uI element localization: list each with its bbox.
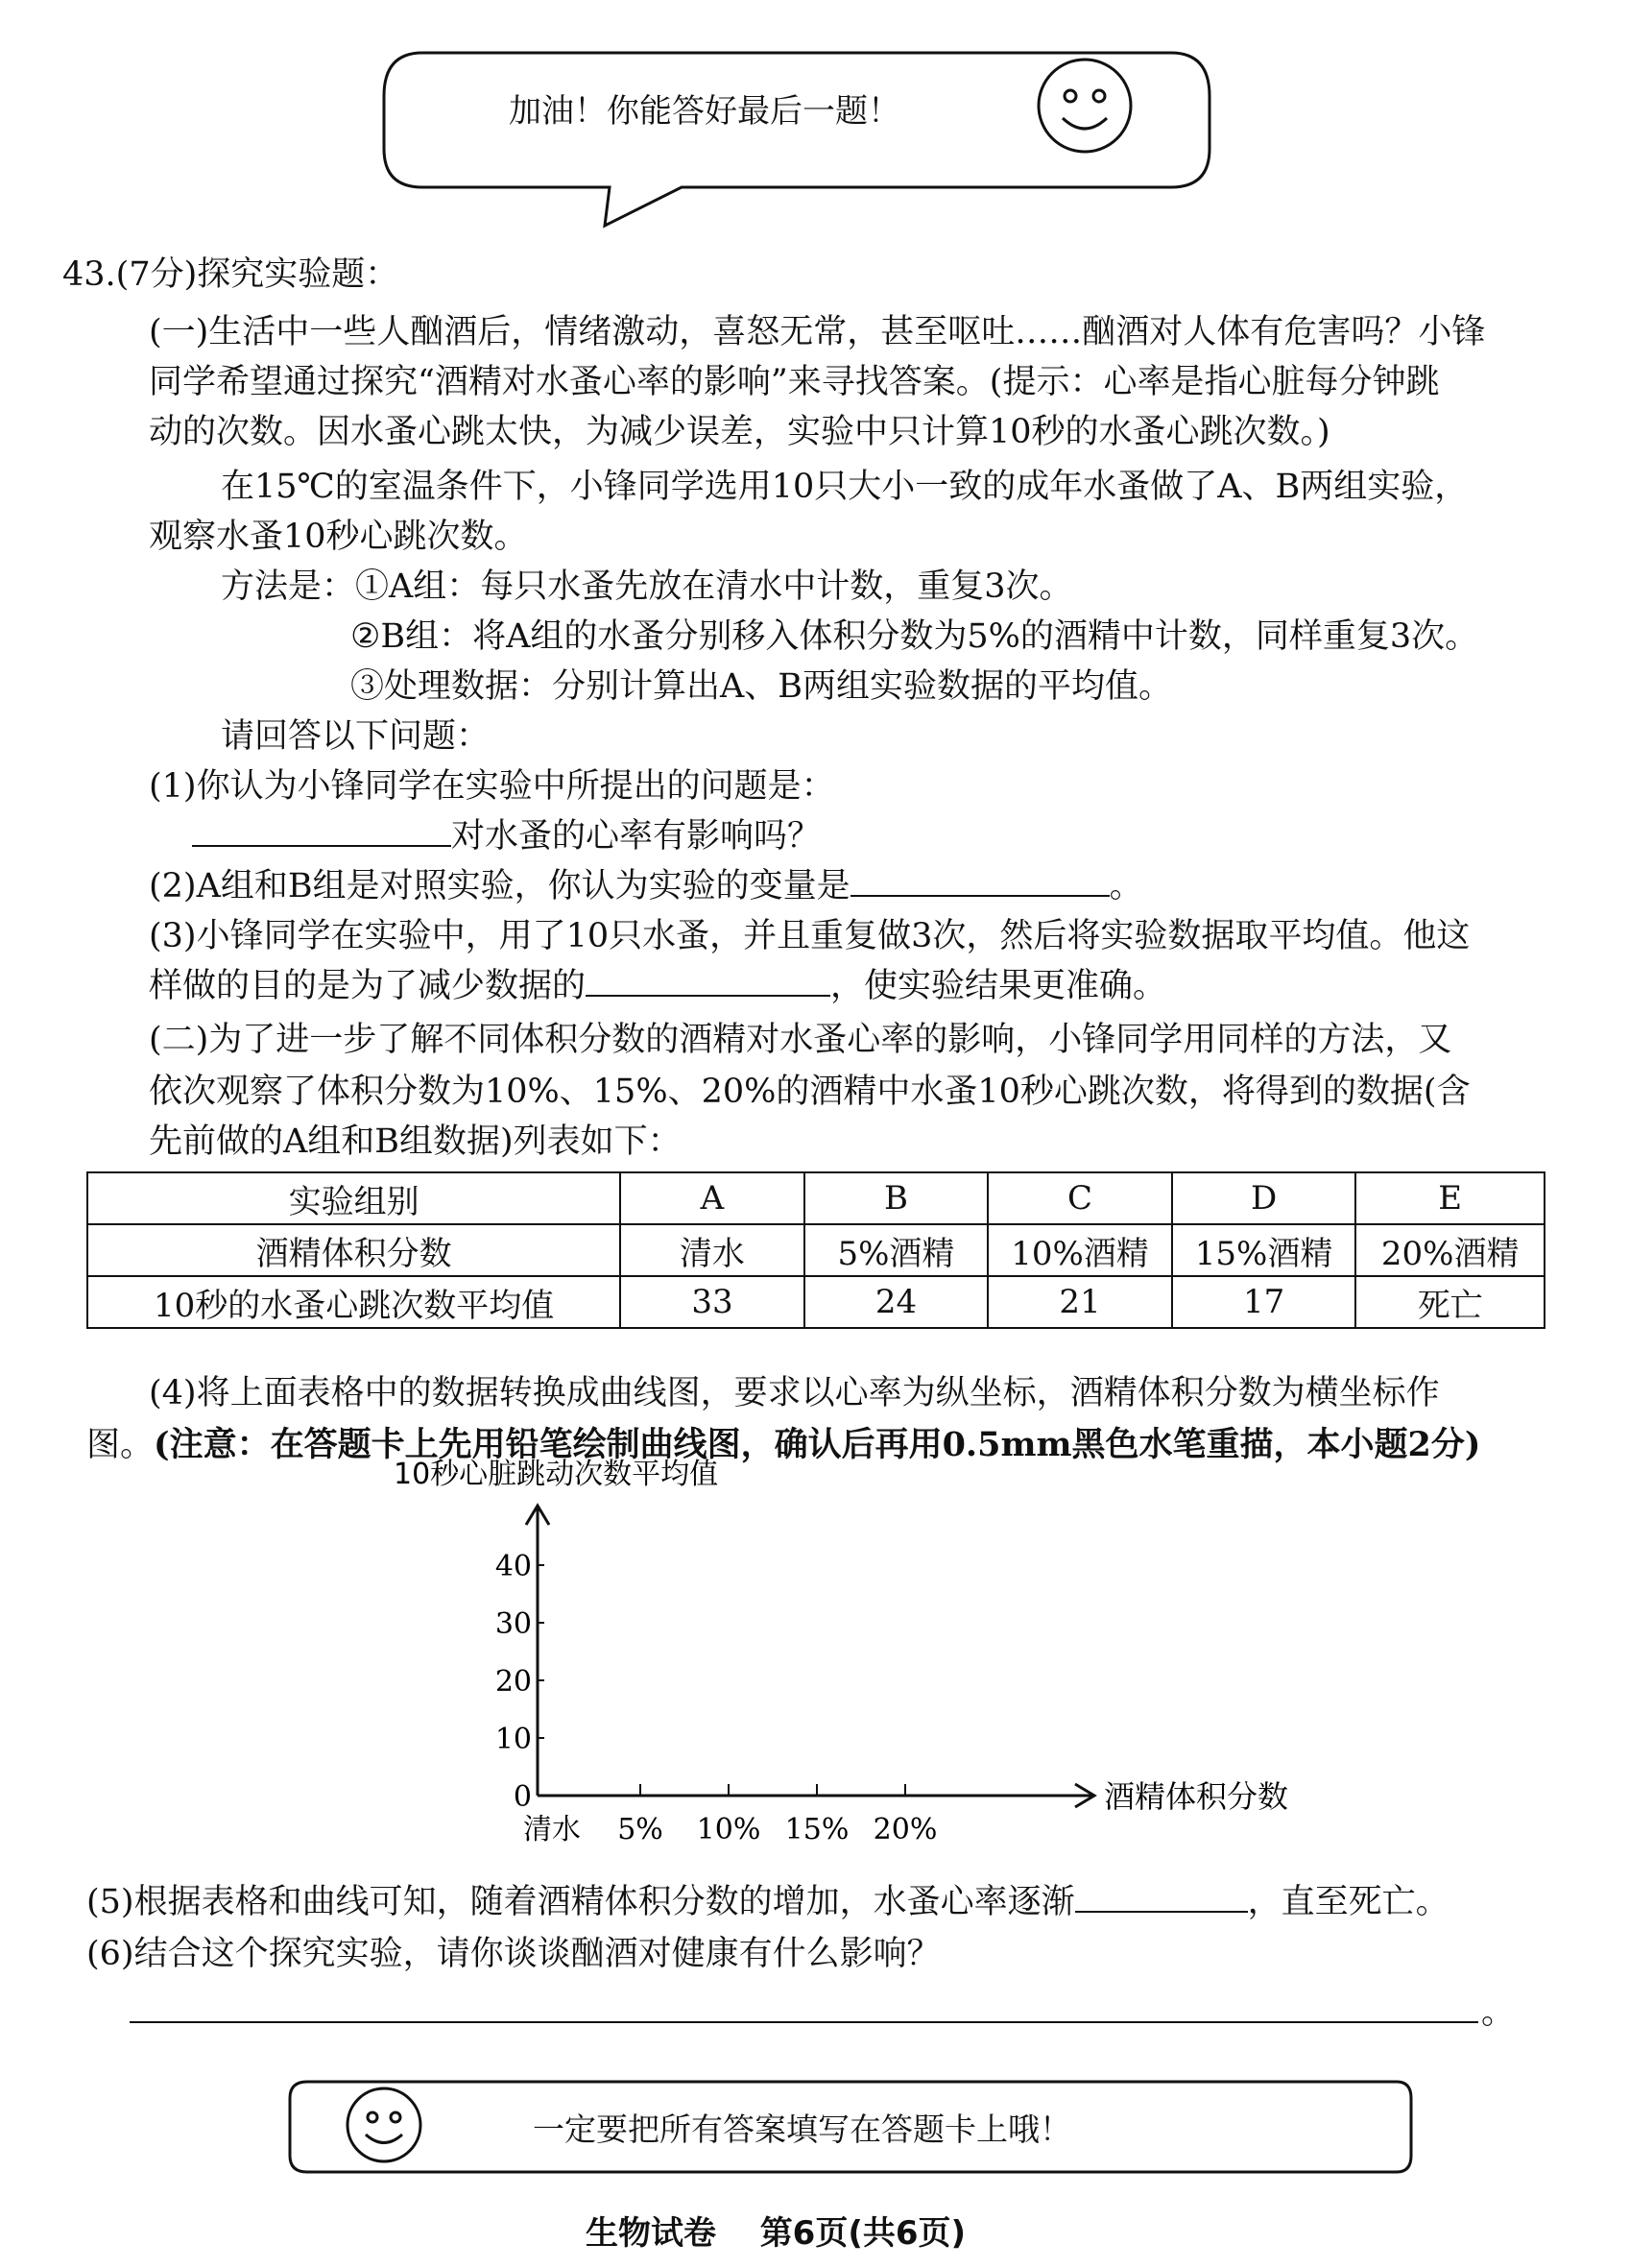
q5-line: (5)根据表格和曲线可知，随着酒精体积分数的增加，水蚤心率逐渐 ，直至死亡。 — [86, 1877, 1449, 1927]
q6-end-mark: 。 — [1481, 1993, 1516, 2032]
q5-answer-blank[interactable] — [1075, 1878, 1248, 1913]
part2-intro-line-3: 先前做的A组和B组数据)列表如下： — [149, 1122, 682, 1161]
q3-line-2: 样做的目的是为了减少数据的 ，使实验结果更准确。 — [149, 961, 1166, 1011]
footer-subject: 生物试卷 — [586, 2214, 716, 2253]
table-cell: 5%酒精 — [804, 1224, 989, 1276]
q1-line-2: 对水蚤的心率有影响吗？ — [192, 811, 821, 861]
x-tick-label: 5% — [617, 1813, 663, 1846]
table-cell: C — [988, 1172, 1172, 1224]
page-footer — [586, 2207, 966, 2254]
table-cell: 17 — [1172, 1276, 1356, 1328]
setup-line-1: 在15℃的室温条件下，小锋同学选用10只大小一致的成年水蚤做了A、B两组实验， — [221, 468, 1469, 506]
table-cell: 33 — [620, 1276, 803, 1328]
method-line-1: 方法是：①A组：每只水蚤先放在清水中计数，重复3次。 — [221, 567, 1073, 606]
q1-answer-blank[interactable] — [192, 812, 451, 847]
table-cell: 21 — [988, 1276, 1172, 1328]
method-line-2: ②B组：将A组的水蚤分别移入体积分数为5%的酒精中计数，同样重复3次。 — [350, 617, 1479, 656]
top-bubble-text: 加油！你能答好最后一题！ — [509, 92, 900, 131]
bottom-bubble-text: 一定要把所有答案填写在答题卡上哦！ — [533, 2111, 1071, 2148]
q1-line-1: (1)你认为小锋同学在实验中所提出的问题是： — [149, 767, 835, 806]
y-tick-label: 0 — [513, 1780, 532, 1814]
x-axis-title: 酒精体积分数 — [1104, 1778, 1289, 1815]
smiley-icon — [341, 2082, 427, 2168]
y-axis-title: 10秒心脏跳动次数平均值 — [394, 1458, 719, 1491]
question-header: 43.(7分)探究实验题： — [62, 255, 399, 294]
q4-line-2: 图。(注意：在答题卡上先用铅笔绘制曲线图，确认后再用0.5mm黑色水笔重描，本小题2分) — [86, 1425, 1481, 1464]
table-cell: D — [1172, 1172, 1356, 1224]
part1-intro-line-1: (一)生活中一些人酗酒后，情绪激动，喜怒无常，甚至呕吐……酗酒对人体有危害吗？小锋 — [149, 313, 1486, 351]
part1-intro-line-3: 动的次数。因水蚤心跳太快，为减少误差，实验中只计算10秒的水蚤心跳次数。) — [149, 413, 1330, 451]
table-cell: 死亡 — [1355, 1276, 1545, 1328]
y-tick-label: 40 — [494, 1550, 532, 1583]
part1-intro-line-2: 同学希望通过探究“酒精对水蚤心率的影响”来寻找答案。(提示：心率是指心脏每分钟跳 — [149, 363, 1440, 401]
footer-page: 第6页(共6页) — [759, 2214, 967, 2253]
part2-intro-line-1: (二)为了进一步了解不同体积分数的酒精对水蚤心率的影响，小锋同学用同样的方法，又 — [149, 1021, 1452, 1059]
table-cell: 20%酒精 — [1355, 1224, 1545, 1276]
table-cell: 24 — [804, 1276, 989, 1328]
table-header-cell: 实验组别 — [87, 1172, 620, 1224]
q3-answer-blank[interactable] — [586, 962, 830, 997]
q2-line: (2)A组和B组是对照实验，你认为实验的变量是 。 — [149, 861, 1143, 911]
q2-answer-blank[interactable] — [850, 862, 1110, 897]
table-cell: 清水 — [620, 1224, 803, 1276]
table-cell: A — [620, 1172, 803, 1224]
table-cell: B — [804, 1172, 989, 1224]
y-tick-label: 30 — [494, 1607, 532, 1641]
table-cell: E — [1355, 1172, 1545, 1224]
setup-line-2: 观察水蚤10秒心跳次数。 — [149, 518, 528, 556]
x-tick-label: 15% — [784, 1813, 850, 1846]
x-tick-label: 清水 — [523, 1813, 581, 1846]
q4-line-1: (4)将上面表格中的数据转换成曲线图，要求以心率为纵坐标，酒精体积分数为横坐标作 — [149, 1374, 1440, 1412]
x-tick-label: 20% — [873, 1813, 938, 1846]
heart-rate-chart[interactable] — [394, 1458, 1289, 1863]
table-cell: 10%酒精 — [988, 1224, 1172, 1276]
method-line-3: ③处理数据：分别计算出A、B两组实验数据的平均值。 — [350, 667, 1172, 706]
answer-prompt: 请回答以下问题： — [221, 717, 491, 756]
q6-answer-line[interactable] — [130, 2021, 1478, 2023]
table-cell: 15%酒精 — [1172, 1224, 1356, 1276]
table-row-groups — [87, 1172, 1545, 1224]
table-header-cell: 10秒的水蚤心跳次数平均值 — [87, 1276, 620, 1328]
q3-line-1: (3)小锋同学在实验中，用了10只水蚤，并且重复做3次，然后将实验数据取平均值。他这 — [149, 917, 1471, 955]
y-tick-label: 10 — [494, 1723, 532, 1756]
x-tick-label: 10% — [696, 1813, 761, 1846]
smiley-icon — [1032, 53, 1138, 158]
part2-intro-line-2: 依次观察了体积分数为10%、15%、20%的酒精中水蚤10秒心跳次数，将得到的数据(含 — [149, 1073, 1471, 1111]
table-row-heart-rates — [87, 1276, 1545, 1328]
q6-line: (6)结合这个探究实验，请你谈谈酗酒对健康有什么影响？ — [86, 1935, 941, 1973]
y-tick-label: 20 — [494, 1665, 532, 1699]
table-row-concentrations — [87, 1224, 1545, 1276]
table-header-cell: 酒精体积分数 — [87, 1224, 620, 1276]
data-table — [86, 1171, 1545, 1329]
